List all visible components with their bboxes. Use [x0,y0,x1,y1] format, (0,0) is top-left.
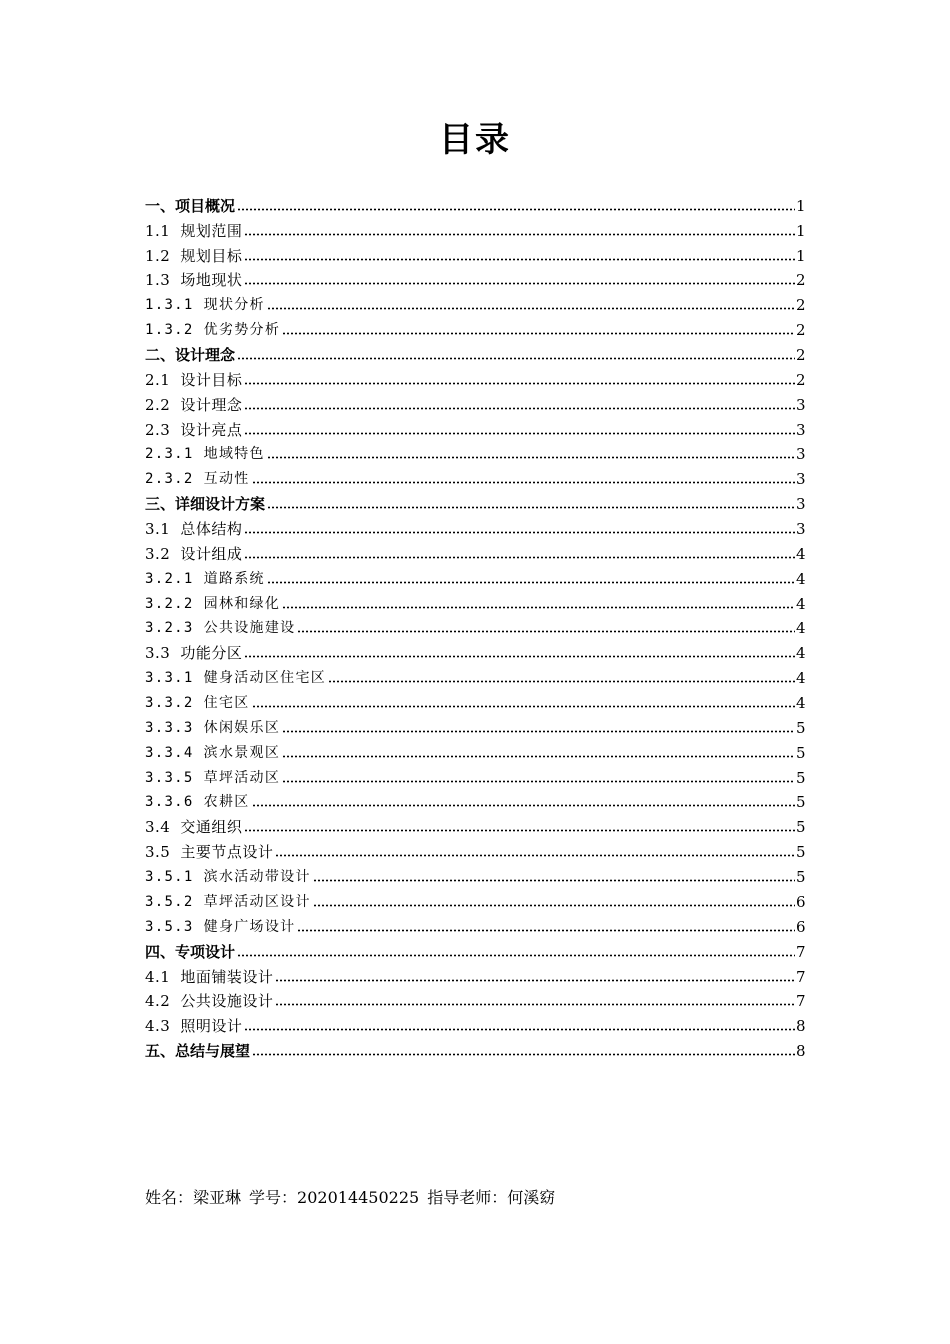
toc-entry-label [145,968,274,986]
toc-entry-label [145,818,243,836]
toc-entry-title: 草坪活动区 [203,769,281,786]
dot-leader [275,854,795,857]
toc-entry-label [145,421,243,439]
toc-entry-number: 1.2 [145,246,171,265]
dot-leader [244,282,795,285]
dot-leader [313,904,795,907]
toc-entry[interactable] [145,836,804,861]
toc-entry-title: 公共设施建设 [203,620,296,637]
toc-entry-page: 5 [796,768,806,787]
toc-entry[interactable] [145,339,804,364]
toc-entry-page: 2 [796,271,806,290]
toc-entry-number: 1.1 [145,221,171,240]
toc-entry-label [145,644,243,662]
dot-leader [267,456,795,459]
toc-entry-page: 5 [796,718,806,737]
toc-entry-title: 功能分区 [180,644,243,663]
toc-entry-title: 互动性 [203,471,250,488]
toc-entry-number: 3.3.6 [145,794,194,811]
toc-entry-title: 健身广场设计 [203,918,296,935]
dot-leader [244,432,795,435]
toc-entry-title: 四、专项设计 [145,942,236,961]
toc-entry-label [145,943,236,961]
toc-entry[interactable] [145,563,804,588]
toc-entry-label [145,1017,243,1035]
dot-leader [297,929,795,932]
dot-leader [244,556,795,559]
toc-entry[interactable] [145,289,804,314]
toc-entry[interactable] [145,240,804,265]
toc-entry-number: 3.3 [145,644,171,663]
toc-entry-label [145,843,274,861]
toc-entry-label [145,893,312,911]
toc-entry-label [145,868,312,886]
toc-entry-title: 设计理念 [180,395,243,414]
toc-entry-title: 一、项目概况 [145,196,236,215]
dot-leader [282,606,795,609]
toc-entry-page: 2 [796,321,806,340]
toc-entry-page: 5 [796,818,806,837]
toc-entry-number: 3.5.1 [145,869,194,886]
toc-entry-page: 8 [796,1042,806,1061]
toc-entry-number: 2.2 [145,395,171,414]
toc-entry-number: 4.1 [145,967,171,986]
toc-entry[interactable] [145,986,804,1011]
toc-entry-title: 三、详细设计方案 [145,495,266,514]
toc-entry-label [145,694,251,712]
dot-leader [237,208,795,211]
toc-entry-title: 滨水活动带设计 [203,869,311,886]
toc-entry[interactable] [145,936,804,961]
toc-entry-title: 五、总结与展望 [145,1042,251,1061]
dot-leader [252,1053,795,1056]
toc-entry[interactable] [145,762,804,787]
dot-leader [244,258,795,261]
page-title: 目录 [439,120,511,160]
toc-entry[interactable] [145,787,804,812]
toc-entry-page: 3 [796,520,806,539]
toc-entry-label [145,520,243,538]
toc-entry[interactable] [145,215,804,240]
toc-entry[interactable] [145,861,804,886]
toc-entry[interactable] [145,389,804,414]
dot-leader [267,581,795,584]
toc-entry-page: 7 [796,942,806,961]
toc-entry-number: 2.3 [145,420,171,439]
dot-leader [244,531,795,534]
dot-leader [252,804,795,807]
dot-leader [244,382,795,385]
toc-entry-title: 场地现状 [180,271,243,290]
toc-entry-title: 园林和绿化 [203,595,281,612]
student-id-label: 学号： [249,1188,298,1207]
toc-entry-number: 3.3.3 [145,719,194,736]
toc-entry-label [145,619,296,637]
toc-entry-label [145,595,281,613]
toc-entry-title: 优劣势分析 [203,322,281,339]
toc-entry-label [145,470,251,488]
toc-entry[interactable] [145,513,804,538]
advisor-name: 何溪窈 [507,1188,556,1207]
toc-entry-page: 4 [796,669,806,688]
toc-entry-number: 3.2.3 [145,620,194,637]
toc-entry[interactable] [145,687,804,712]
toc-entry-number: 3.2.2 [145,595,194,612]
toc-entry[interactable] [145,265,804,290]
dot-leader [282,730,795,733]
toc-entry-number: 2.3.2 [145,471,194,488]
toc-entry[interactable] [145,314,804,339]
toc-entry-number: 3.3.4 [145,744,194,761]
toc-entry-page: 5 [796,793,806,812]
toc-entry-label [145,197,236,215]
toc-entry[interactable] [145,1035,804,1060]
toc-entry[interactable] [145,886,804,911]
toc-entry-number: 3.2.1 [145,570,194,587]
toc-entry-number: 1.3.1 [145,297,194,314]
dot-leader [275,1003,795,1006]
dot-leader [252,705,795,708]
toc-entry-number: 2.1 [145,370,171,389]
toc-entry-page: 3 [796,420,806,439]
toc-entry-title: 公共设施设计 [180,992,274,1011]
toc-entry-number: 3.5.3 [145,918,194,935]
toc-entry-page: 3 [796,470,806,489]
toc-entry[interactable] [145,811,804,836]
toc-entry-label [145,1042,251,1060]
toc-entry-number: 3.3.5 [145,769,194,786]
toc-entry-title: 设计组成 [180,544,243,563]
toc-entry[interactable] [145,1010,804,1035]
dot-leader [237,357,795,360]
toc-entry-label [145,271,243,289]
dot-leader [282,332,795,335]
toc-entry-number: 3.3.2 [145,695,194,712]
toc-entry-page: 4 [796,594,806,613]
toc-entry-title: 住宅区 [203,695,250,712]
toc-entry-page: 1 [796,246,806,265]
toc-entry-title: 二、设计理念 [145,346,236,365]
toc-entry-page: 3 [796,495,806,514]
toc-entry-page: 2 [796,370,806,389]
toc-entry-number: 3.1 [145,520,171,539]
toc-entry-page: 5 [796,868,806,887]
toc-entry-title: 规划目标 [180,246,243,265]
toc-entry-title: 健身活动区住宅区 [203,670,327,687]
toc-entry-page: 1 [796,221,806,240]
toc-entry-number: 3.3.1 [145,670,194,687]
toc-entry-label [145,445,266,463]
dot-leader [267,307,795,310]
toc-entry-number: 4.2 [145,992,171,1011]
dot-leader [237,954,795,957]
toc-entry-number: 4.3 [145,1017,171,1036]
dot-leader [328,680,795,683]
toc-entry[interactable] [145,712,804,737]
toc-entry-page: 4 [796,544,806,563]
dot-leader [275,979,795,982]
toc-entry-title: 农耕区 [203,794,250,811]
toc-entry-label [145,495,266,513]
toc-entry[interactable] [145,463,804,488]
toc-entry-title: 草坪活动区设计 [203,893,311,910]
toc-entry-title: 滨水景观区 [203,744,281,761]
toc-entry-title: 照明设计 [180,1017,243,1036]
toc-entry-page: 5 [796,843,806,862]
toc-entry-label [145,321,281,339]
dot-leader [244,655,795,658]
toc-entry-label [145,769,281,787]
toc-entry-title: 道路系统 [203,570,265,587]
toc-entry[interactable] [145,588,804,613]
toc-entry-label [145,247,243,265]
toc-entry-label [145,346,236,364]
toc-entry-title: 交通组织 [180,818,243,837]
toc-entry-label [145,222,243,240]
toc-entry-page: 6 [796,892,806,911]
toc-entry[interactable] [145,439,804,464]
toc-entry[interactable] [145,538,804,563]
dot-leader [244,233,795,236]
toc-entry-label [145,570,266,588]
toc-entry[interactable] [145,911,804,936]
toc-entry-number: 1.3 [145,271,171,290]
table-of-contents [145,190,804,1060]
toc-entry-title: 休闲娱乐区 [203,719,281,736]
toc-entry-number: 2.3.1 [145,446,194,463]
toc-entry-title: 地域特色 [203,446,265,463]
toc-entry-title: 规划范围 [180,221,243,240]
toc-entry-page: 4 [796,644,806,663]
toc-entry[interactable] [145,190,804,215]
dot-leader [282,780,795,783]
toc-entry-title: 设计目标 [180,370,243,389]
toc-entry-page: 4 [796,619,806,638]
dot-leader [282,755,795,758]
toc-entry-page: 1 [796,196,806,215]
toc-entry[interactable] [145,414,804,439]
toc-entry-number: 3.5 [145,843,171,862]
toc-entry-label [145,669,327,687]
dot-leader [313,879,795,882]
dot-leader [297,630,795,633]
dot-leader [252,481,795,484]
toc-entry-page: 3 [796,395,806,414]
toc-entry-page: 5 [796,743,806,762]
toc-entry-page: 3 [796,445,806,464]
toc-entry-number: 3.5.2 [145,893,194,910]
toc-entry-page: 8 [796,1017,806,1036]
student-id: 202014450225 [297,1188,420,1207]
toc-entry-title: 主要节点设计 [180,843,274,862]
dot-leader [244,1028,795,1031]
toc-entry-page: 4 [796,569,806,588]
toc-entry[interactable] [145,961,804,986]
author-info [145,1186,555,1210]
toc-entry-label [145,296,266,314]
toc-entry-number: 1.3.2 [145,322,194,339]
toc-entry[interactable] [145,637,804,662]
toc-entry-page: 2 [796,296,806,315]
toc-entry[interactable] [145,662,804,687]
toc-entry-page: 7 [796,992,806,1011]
toc-entry-label [145,744,281,762]
dot-leader [267,506,795,509]
dot-leader [244,407,795,410]
toc-entry-number: 3.2 [145,544,171,563]
toc-entry-label [145,719,281,737]
toc-entry[interactable] [145,613,804,638]
toc-entry[interactable] [145,364,804,389]
toc-entry-number: 3.4 [145,818,171,837]
toc-entry-page: 4 [796,694,806,713]
toc-entry-label [145,545,243,563]
name-label: 姓名： [145,1188,194,1207]
toc-entry-label [145,793,251,811]
toc-entry-page: 6 [796,917,806,936]
toc-entry[interactable] [145,737,804,762]
dot-leader [244,829,795,832]
toc-entry-title: 现状分析 [203,297,265,314]
toc-entry-label [145,992,274,1010]
toc-entry-label [145,371,243,389]
toc-entry-page: 2 [796,346,806,365]
advisor-label: 指导老师： [427,1188,508,1207]
student-name: 梁亚琳 [193,1188,242,1207]
toc-entry[interactable] [145,488,804,513]
toc-entry-title: 设计亮点 [180,420,243,439]
toc-entry-title: 总体结构 [180,520,243,539]
toc-entry-page: 7 [796,967,806,986]
toc-entry-label [145,918,296,936]
toc-entry-label [145,396,243,414]
toc-entry-title: 地面铺装设计 [180,967,274,986]
